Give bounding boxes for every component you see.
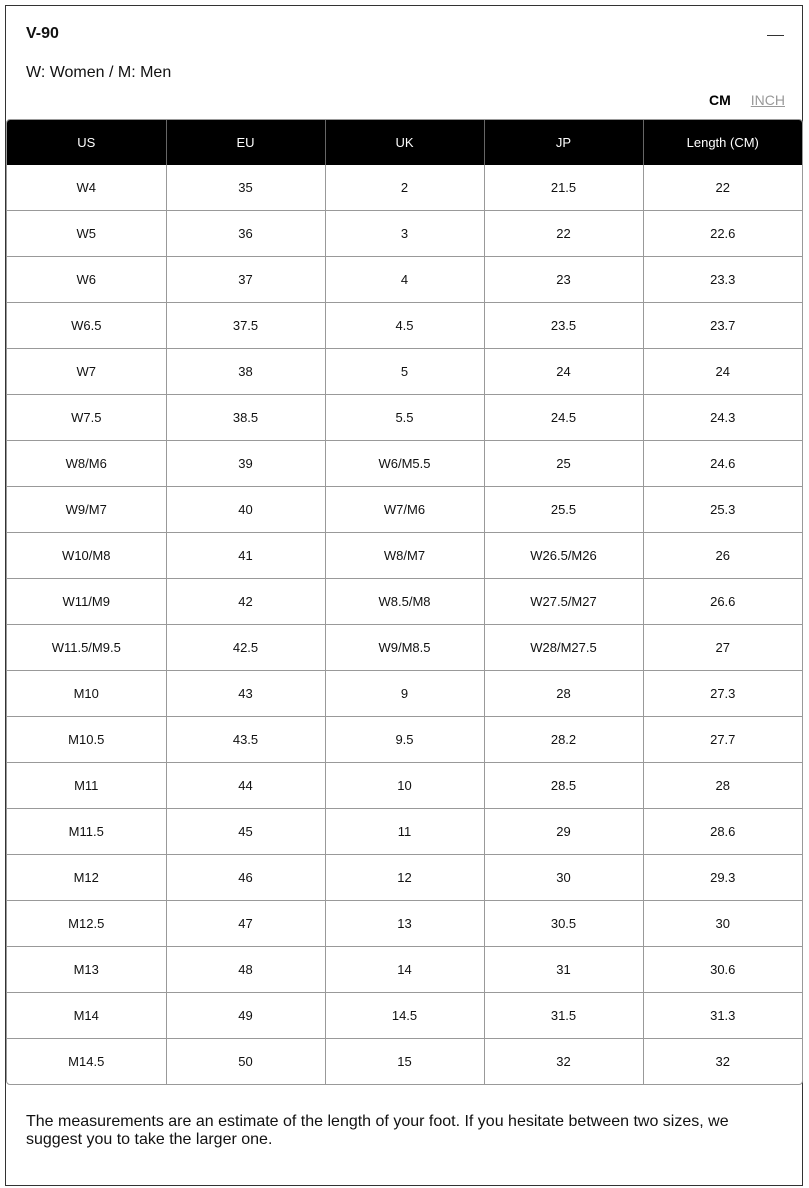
table-cell: 24 (643, 349, 802, 395)
table-cell: 31 (484, 947, 643, 993)
table-cell: 5 (325, 349, 484, 395)
table-cell: 23.5 (484, 303, 643, 349)
table-cell: W5 (7, 211, 166, 257)
table-cell: 28.2 (484, 717, 643, 763)
table-cell: 13 (325, 901, 484, 947)
table-cell: 37 (166, 257, 325, 303)
size-legend: W: Women / M: Men (26, 64, 172, 81)
table-body (7, 165, 802, 1084)
table-cell: 24.3 (643, 395, 802, 441)
table-cell: 10 (325, 763, 484, 809)
table-cell: 11 (325, 809, 484, 855)
table-cell: 27.7 (643, 717, 802, 763)
table-cell: 26 (643, 533, 802, 579)
table-cell: 28 (484, 671, 643, 717)
table-cell: 9.5 (325, 717, 484, 763)
column-header: Length (CM) (643, 120, 802, 165)
table-cell: 9 (325, 671, 484, 717)
table-row (7, 579, 802, 625)
table-cell: 22.6 (643, 211, 802, 257)
table-cell: W6 (7, 257, 166, 303)
table-cell: 45 (166, 809, 325, 855)
table-row (7, 901, 802, 947)
table-cell: 41 (166, 533, 325, 579)
table-cell: W10/M8 (7, 533, 166, 579)
table-cell: W7 (7, 349, 166, 395)
table-cell: 46 (166, 855, 325, 901)
table-cell: W6.5 (7, 303, 166, 349)
table-row (7, 809, 802, 855)
table-cell: 30.5 (484, 901, 643, 947)
table-cell: 2 (325, 165, 484, 211)
table-cell: 22 (484, 211, 643, 257)
size-table (6, 119, 803, 1085)
table-cell: M14 (7, 993, 166, 1039)
table-row (7, 625, 802, 671)
table-cell: W26.5/M26 (484, 533, 643, 579)
unit-toggle (709, 92, 785, 108)
table-cell: 42 (166, 579, 325, 625)
table-cell: 27 (643, 625, 802, 671)
table-cell: W4 (7, 165, 166, 211)
table-cell: 38.5 (166, 395, 325, 441)
table-cell: 21.5 (484, 165, 643, 211)
table-cell: W8/M6 (7, 441, 166, 487)
unit-inch-option[interactable]: INCH (750, 92, 785, 108)
table-cell: 32 (715, 1054, 730, 1069)
table-cell: 49 (166, 993, 325, 1039)
table-cell: M12.5 (7, 901, 166, 947)
measurement-note: The measurements are an estimate of the length of your foot. If you hesitate between two sizes, we suggest you to take the larger one. (26, 1113, 729, 1148)
table-row (7, 211, 802, 257)
table-cell: 29.3 (643, 855, 802, 901)
table-cell: 36 (166, 211, 325, 257)
table-cell: W8.5/M8 (325, 579, 484, 625)
table-cell: 28 (643, 763, 802, 809)
table-cell: 38 (166, 349, 325, 395)
collapse-icon[interactable] (767, 35, 784, 36)
table-cell: 23 (484, 257, 643, 303)
table-cell: 43 (166, 671, 325, 717)
table-row (7, 763, 802, 809)
table-row (7, 395, 802, 441)
table-row (7, 1039, 802, 1085)
table-cell: 43.5 (166, 717, 325, 763)
table-cell: M13 (7, 947, 166, 993)
table-cell: 4.5 (325, 303, 484, 349)
table-cell: W8/M7 (325, 533, 484, 579)
table-cell: 22 (643, 165, 802, 211)
table-cell: 30 (484, 855, 643, 901)
table-row (7, 671, 802, 717)
table-row (7, 441, 802, 487)
table-cell: 3 (325, 211, 484, 257)
table-cell: 24.6 (643, 441, 802, 487)
table-cell: W11.5/M9.5 (7, 625, 166, 671)
table-cell: 24.5 (484, 395, 643, 441)
table-cell: M11.5 (7, 809, 166, 855)
table-cell: 47 (166, 901, 325, 947)
column-header: JP (484, 120, 643, 165)
table-cell: 28.6 (643, 809, 802, 855)
table-cell: W11/M9 (7, 579, 166, 625)
table-row (7, 349, 802, 395)
table-cell: 26.6 (643, 579, 802, 625)
table-cell: 44 (166, 763, 325, 809)
table-row (7, 717, 802, 763)
table-cell: M11 (7, 763, 166, 809)
table-cell: W7/M6 (325, 487, 484, 533)
table-cell: M12 (7, 855, 166, 901)
table-header-row (7, 120, 802, 165)
table-cell: 32 (484, 1039, 643, 1085)
column-header: EU (166, 120, 325, 165)
unit-cm-option[interactable]: CM (708, 92, 731, 108)
table-row (7, 855, 802, 901)
table-cell: 12 (325, 855, 484, 901)
table-cell: W27.5/M27 (484, 579, 643, 625)
table-cell: W7.5 (7, 395, 166, 441)
table-cell: 35 (166, 165, 325, 211)
table-cell: W6/M5.5 (325, 441, 484, 487)
table-cell: 48 (166, 947, 325, 993)
table-cell: 37.5 (166, 303, 325, 349)
table-cell: 23.7 (643, 303, 802, 349)
table-cell: 4 (325, 257, 484, 303)
table-cell: 50 (166, 1039, 325, 1085)
table-cell: 28.5 (484, 763, 643, 809)
column-header: US (7, 120, 166, 165)
table-row (7, 487, 802, 533)
table-row (7, 257, 802, 303)
table-cell: 31.5 (484, 993, 643, 1039)
product-title: V-90 (26, 25, 59, 42)
table-cell: W9/M8.5 (325, 625, 484, 671)
table-cell: M10 (7, 671, 166, 717)
table-cell: 14.5 (325, 993, 484, 1039)
table-cell: 5.5 (325, 395, 484, 441)
table-row (7, 303, 802, 349)
table-row (7, 993, 802, 1039)
table-cell: 39 (166, 441, 325, 487)
table-row (7, 165, 802, 211)
table-row (7, 947, 802, 993)
table-row (7, 533, 802, 579)
table-cell: 15 (325, 1039, 484, 1085)
table-cell: 31.3 (643, 993, 802, 1039)
table-cell: 42.5 (166, 625, 325, 671)
table-cell: 30.6 (643, 947, 802, 993)
table-cell: 25.5 (484, 487, 643, 533)
table-cell: 40 (166, 487, 325, 533)
table-cell: 25.3 (643, 487, 802, 533)
table-cell: 25 (484, 441, 643, 487)
table-cell: M10.5 (7, 717, 166, 763)
table-cell: 27.3 (643, 671, 802, 717)
table-cell: W28/M27.5 (484, 625, 643, 671)
table-cell: 29 (484, 809, 643, 855)
table-cell: W9/M7 (7, 487, 166, 533)
table-cell: 14 (325, 947, 484, 993)
table-cell: 24 (484, 349, 643, 395)
table-cell: M14.5 (7, 1039, 166, 1085)
column-header: UK (325, 120, 484, 165)
table-cell: 23.3 (643, 257, 802, 303)
table-cell: 30 (643, 901, 802, 947)
